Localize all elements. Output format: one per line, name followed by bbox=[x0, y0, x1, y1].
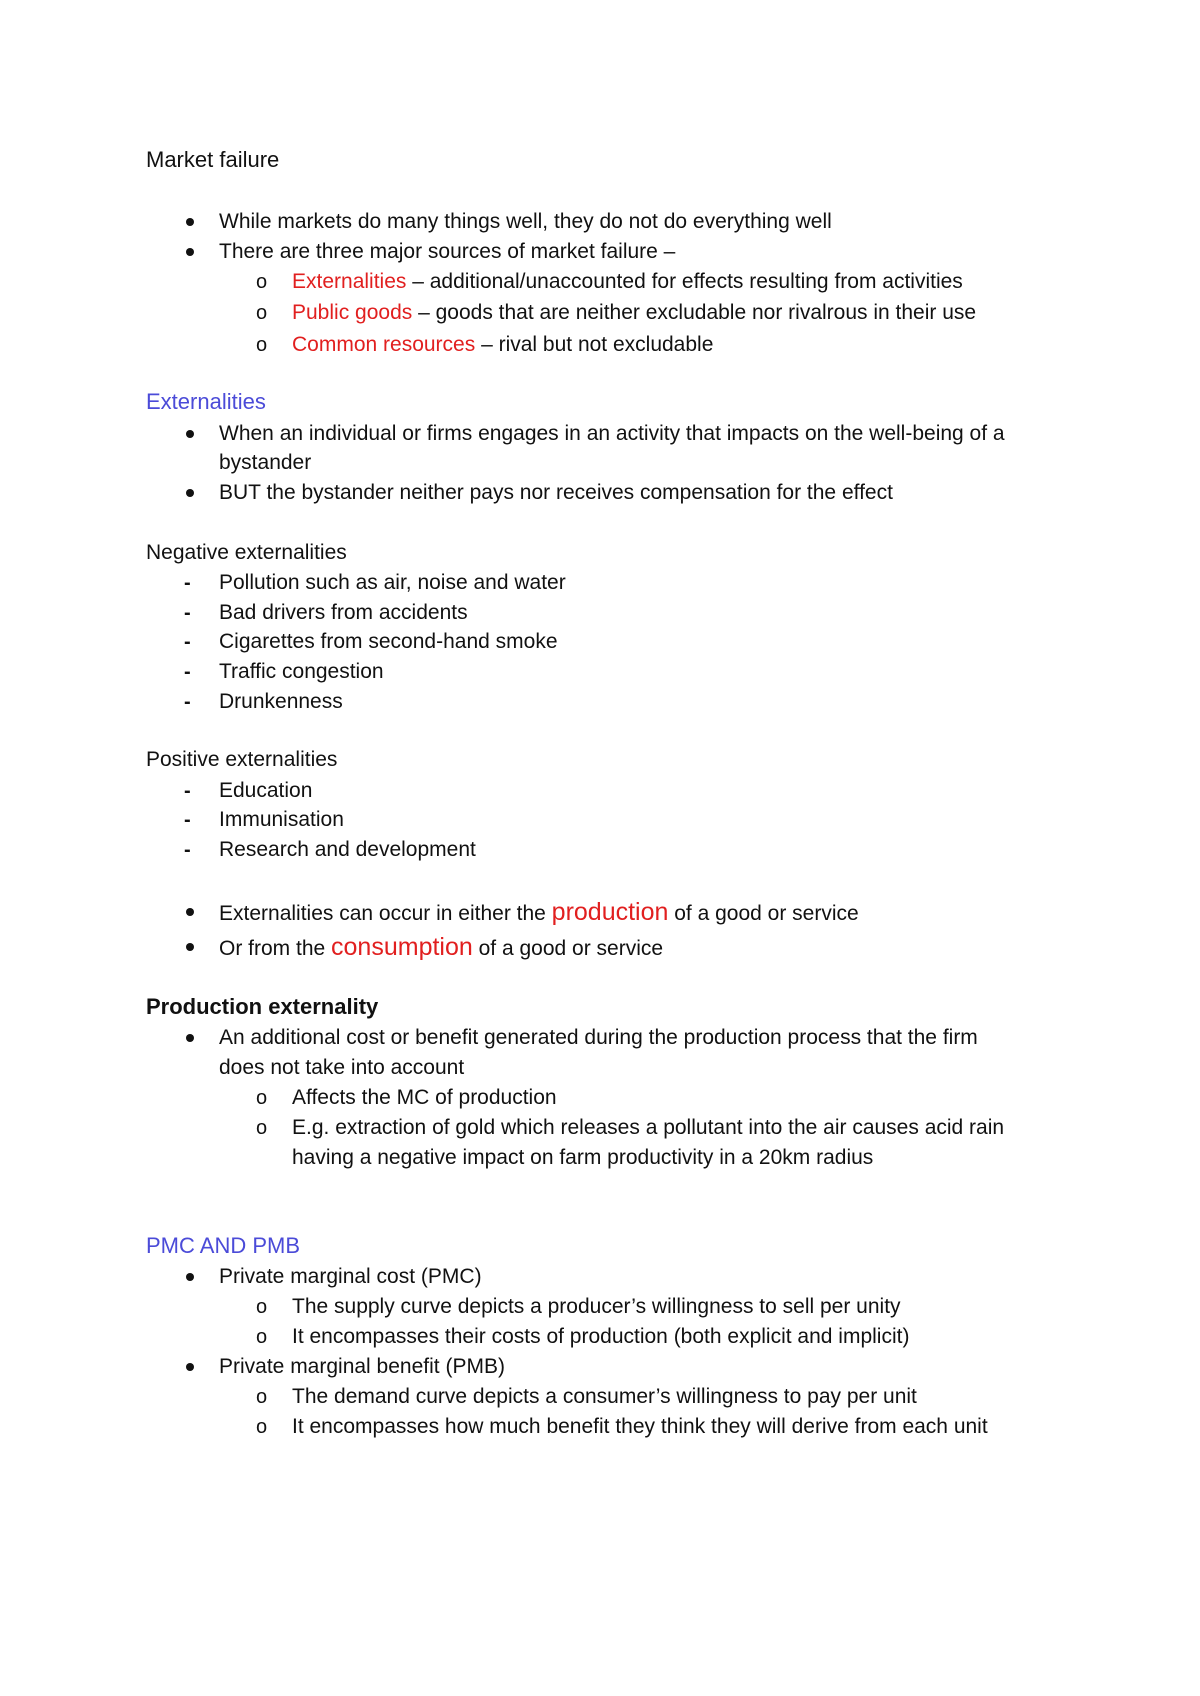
list-item: Cigarettes from second-hand smoke bbox=[219, 630, 558, 653]
dash-marker: - bbox=[184, 572, 191, 594]
consumption-bullet bbox=[219, 933, 663, 963]
sub-bullet-marker: o bbox=[256, 1416, 268, 1438]
sub-bullet-marker: o bbox=[256, 334, 268, 356]
bullet-dot bbox=[186, 1273, 194, 1281]
dash-marker: - bbox=[184, 661, 191, 683]
bullet-text: An additional cost or benefit generated during the production process that the firm bbox=[219, 1026, 978, 1049]
term-common-resources: Common resources bbox=[292, 333, 476, 356]
source-externalities bbox=[292, 268, 963, 296]
bullet-dot bbox=[186, 430, 194, 438]
bullet-dot bbox=[186, 908, 194, 916]
list-item: Pollution such as air, noise and water bbox=[219, 571, 566, 594]
bullet-text: Private marginal benefit (PMB) bbox=[219, 1355, 505, 1378]
sub-bullet-marker: o bbox=[256, 1117, 268, 1139]
list-item: Research and development bbox=[219, 838, 476, 861]
dash-marker: - bbox=[184, 602, 191, 624]
bullet-dot bbox=[186, 943, 194, 951]
source-common-resources bbox=[292, 331, 713, 359]
bullet-text-continued: bystander bbox=[219, 451, 312, 474]
bullet-text-continued: does not take into account bbox=[219, 1056, 465, 1079]
sub-bullet-text: The supply curve depicts a producer’s willingness to sell per unity bbox=[292, 1295, 901, 1318]
bullet-text: of a good or service bbox=[472, 937, 664, 960]
keyword-production: production bbox=[551, 898, 669, 926]
bullet-text: of a good or service bbox=[668, 902, 859, 925]
list-item: Traffic congestion bbox=[219, 660, 384, 683]
bullet-text: When an individual or firms engages in an activity that impacts on the well-being of a bbox=[219, 422, 1005, 445]
sub-bullet-text: Affects the MC of production bbox=[292, 1086, 557, 1109]
term-desc: – goods that are neither excludable nor rivalrous in their use bbox=[412, 301, 977, 324]
bullet-text: BUT the bystander neither pays nor receives compensation for the effect bbox=[219, 481, 893, 504]
market-failure-heading: Market failure bbox=[146, 147, 280, 172]
dash-marker: - bbox=[184, 631, 191, 653]
pmc-pmb-heading: PMC AND PMB bbox=[146, 1233, 301, 1258]
keyword-consumption: consumption bbox=[331, 933, 473, 961]
list-item: Drunkenness bbox=[219, 690, 343, 713]
bullet-text: Externalities can occur in either the bbox=[219, 902, 552, 925]
bullet-dot bbox=[186, 489, 194, 497]
dash-marker: - bbox=[184, 839, 191, 861]
negative-externalities-heading: Negative externalities bbox=[146, 541, 347, 564]
sub-bullet-text: E.g. extraction of gold which releases a pollutant into the air causes acid rain bbox=[292, 1116, 1005, 1139]
sub-bullet-text-continued: having a negative impact on farm productivity in a 20km radius bbox=[292, 1146, 874, 1169]
list-item: Bad drivers from accidents bbox=[219, 601, 468, 624]
bullet-dot bbox=[186, 1034, 194, 1042]
term-public-goods: Public goods bbox=[292, 301, 413, 324]
term-externalities: Externalities bbox=[292, 270, 407, 293]
bullet-text: While markets do many things well, they do not do everything well bbox=[219, 210, 832, 233]
sub-bullet-marker: o bbox=[256, 1386, 268, 1408]
positive-externalities-heading: Positive externalities bbox=[146, 748, 338, 771]
sub-bullet-text: The demand curve depicts a consumer’s willingness to pay per unit bbox=[292, 1385, 917, 1408]
dash-marker: - bbox=[184, 691, 191, 713]
list-item: Education bbox=[219, 779, 313, 802]
bullet-text: Or from the bbox=[219, 937, 332, 960]
dash-marker: - bbox=[184, 809, 191, 831]
bullet-dot bbox=[186, 1363, 194, 1371]
production-bullet bbox=[219, 898, 859, 928]
list-item: Immunisation bbox=[219, 808, 344, 831]
sub-bullet-marker: o bbox=[256, 1087, 268, 1109]
source-public-goods bbox=[292, 299, 976, 327]
sub-bullet-marker: o bbox=[256, 1326, 268, 1348]
sub-bullet-text: It encompasses their costs of production (both explicit and implicit) bbox=[292, 1325, 910, 1348]
sub-bullet-text: It encompasses how much benefit they think they will derive from each unit bbox=[292, 1415, 988, 1438]
production-externality-heading: Production externality bbox=[146, 994, 379, 1019]
term-desc: – additional/unaccounted for effects resulting from activities bbox=[406, 270, 963, 293]
bullet-dot bbox=[186, 218, 194, 226]
externalities-heading: Externalities bbox=[146, 389, 266, 414]
sub-bullet-marker: o bbox=[256, 302, 268, 324]
term-desc: – rival but not excludable bbox=[475, 333, 714, 356]
sub-bullet-marker: o bbox=[256, 1296, 268, 1318]
bullet-dot bbox=[186, 248, 194, 256]
bullet-text: Private marginal cost (PMC) bbox=[219, 1265, 482, 1288]
bullet-text: There are three major sources of market failure – bbox=[219, 240, 676, 263]
sub-bullet-marker: o bbox=[256, 271, 268, 293]
dash-marker: - bbox=[184, 780, 191, 802]
